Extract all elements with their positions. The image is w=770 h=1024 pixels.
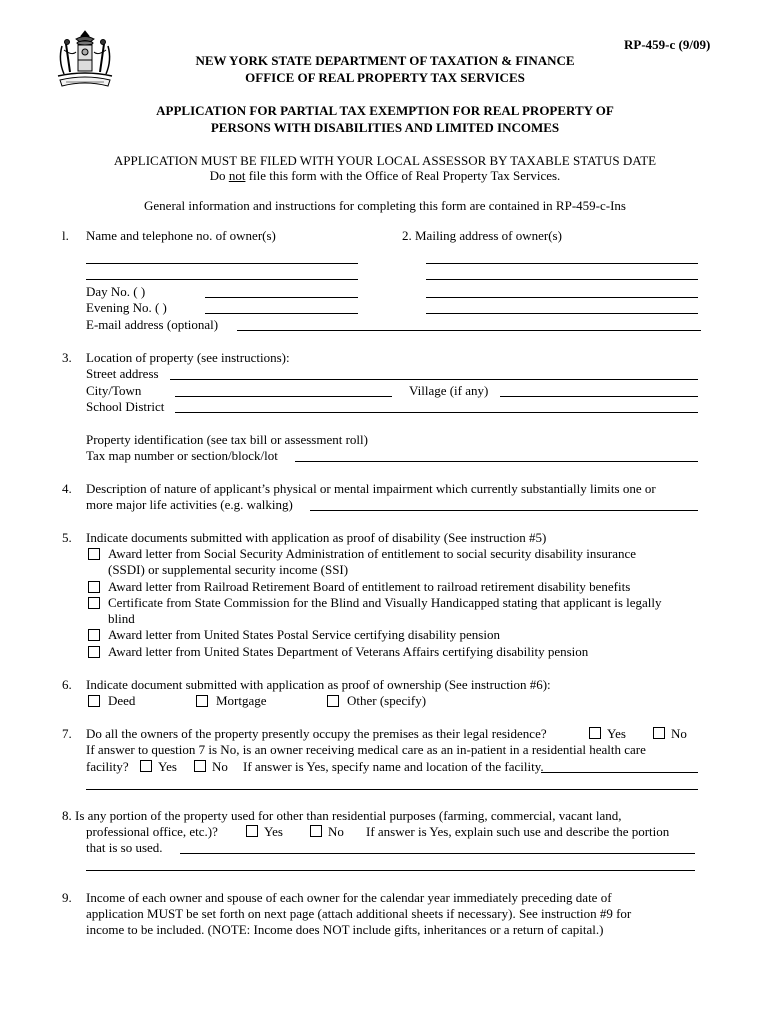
form-title-line1: APPLICATION FOR PARTIAL TAX EXEMPTION FOR REAL PROPERTY OF bbox=[156, 103, 614, 118]
q7-line2: If answer to question 7 is No, is an owner receiving medical care as an in-patient in a residential health care bbox=[86, 742, 646, 757]
evening-phone-label: Evening No. ( ) bbox=[86, 300, 167, 315]
facility-field-2[interactable] bbox=[86, 789, 698, 790]
blind-checkbox[interactable] bbox=[88, 597, 100, 609]
q5-label: Indicate documents submitted with application as proof of disability (See instruction #5) bbox=[86, 530, 547, 545]
filing-notice: APPLICATION MUST BE FILED WITH YOUR LOCAL ASSESSOR BY TAXABLE STATUS DATE bbox=[113, 153, 657, 168]
ssdi-option-line2: (SSDI) or supplemental security income (SSI) bbox=[108, 562, 349, 577]
village-label: Village (if any) bbox=[409, 383, 489, 398]
q8-yes-label: Yes bbox=[264, 824, 283, 839]
q8-line2-pre: professional office, etc.)? bbox=[86, 824, 218, 839]
q8-line2-post: If answer is Yes, explain such use and describe the portion bbox=[366, 824, 670, 839]
q8-no-label: No bbox=[328, 824, 344, 839]
postal-checkbox[interactable] bbox=[88, 629, 100, 641]
q7-yes-checkbox[interactable] bbox=[589, 727, 601, 739]
other-checkbox[interactable] bbox=[327, 695, 339, 707]
blind-option-line1: Certificate from State Commission for the Blind and Visually Handicapped stating that applicant is legally bbox=[108, 595, 662, 610]
day-phone-label: Day No. ( ) bbox=[86, 284, 146, 299]
q7-number: 7. bbox=[62, 726, 72, 741]
q9-line1: Income of each owner and spouse of each owner for the calendar year immediately preceding date of bbox=[86, 890, 612, 905]
q4-line2: more major life activities (e.g. walking) bbox=[86, 497, 293, 512]
veterans-option: Award letter from United States Department of Veterans Affairs certifying disability pension bbox=[108, 644, 589, 659]
school-district-label: School District bbox=[86, 399, 165, 414]
facility-field-1[interactable] bbox=[541, 772, 698, 773]
mailing-address-field-2[interactable] bbox=[426, 279, 698, 280]
village-field[interactable] bbox=[500, 396, 698, 397]
office-name: OFFICE OF REAL PROPERTY TAX SERVICES bbox=[245, 70, 525, 85]
q7-no-label: No bbox=[671, 726, 687, 741]
q7-line3-pre: facility? bbox=[86, 759, 129, 774]
q4-number: 4. bbox=[62, 481, 72, 496]
q6-number: 6. bbox=[62, 677, 72, 692]
portion-use-field-2[interactable] bbox=[86, 870, 695, 871]
q8-yes-checkbox[interactable] bbox=[246, 825, 258, 837]
railroad-checkbox[interactable] bbox=[88, 581, 100, 593]
q3-label: Location of property (see instructions): bbox=[86, 350, 290, 365]
q7b-no-label: No bbox=[212, 759, 228, 774]
mortgage-checkbox[interactable] bbox=[196, 695, 208, 707]
q7b-no-checkbox[interactable] bbox=[194, 760, 206, 772]
mailing-address-field-1[interactable] bbox=[426, 263, 698, 264]
q8-no-checkbox[interactable] bbox=[310, 825, 322, 837]
street-address-field[interactable] bbox=[170, 379, 698, 380]
q2-label: 2. Mailing address of owner(s) bbox=[402, 228, 562, 243]
form-title-line2: PERSONS WITH DISABILITIES AND LIMITED INCOMES bbox=[210, 120, 560, 135]
mortgage-label: Mortgage bbox=[216, 693, 267, 708]
evening-phone-field[interactable] bbox=[205, 313, 358, 314]
ssdi-option-line1: Award letter from Social Security Administration of entitlement to social security disability insurance bbox=[108, 546, 637, 561]
q8-line1: 8. Is any portion of the property used for other than residential purposes (farming, commercial, vacant land, bbox=[62, 808, 622, 823]
notice-not: not bbox=[228, 168, 246, 183]
q8-line3: that is so used. bbox=[86, 840, 163, 855]
email-label: E-mail address (optional) bbox=[86, 317, 219, 332]
impairment-description-field[interactable] bbox=[310, 510, 698, 511]
owner-name-field[interactable] bbox=[86, 263, 358, 264]
q5-number: 5. bbox=[62, 530, 72, 545]
q7-line3-post: If answer is Yes, specify name and location of the facility. bbox=[243, 759, 544, 774]
street-address-label: Street address bbox=[86, 366, 159, 381]
q9-number: 9. bbox=[62, 890, 72, 905]
deed-label: Deed bbox=[108, 693, 136, 708]
q9-line3: income to be included. (NOTE: Income does NOT include gifts, inheritances or a return of capital.) bbox=[86, 922, 604, 937]
q7b-yes-checkbox[interactable] bbox=[140, 760, 152, 772]
q7-line1: Do all the owners of the property presently occupy the premises as their legal residence? bbox=[86, 726, 547, 741]
general-info: General information and instructions for completing this form are contained in RP-459-c-Ins bbox=[144, 198, 626, 213]
school-district-field[interactable] bbox=[175, 412, 698, 413]
deed-checkbox[interactable] bbox=[88, 695, 100, 707]
q7b-yes-label: Yes bbox=[158, 759, 177, 774]
q1-label: Name and telephone no. of owner(s) bbox=[86, 228, 276, 243]
portion-use-field-1[interactable] bbox=[180, 853, 695, 854]
blind-option-line2: blind bbox=[108, 611, 135, 626]
mailing-address-field-3[interactable] bbox=[426, 297, 698, 298]
day-phone-field[interactable] bbox=[205, 297, 358, 298]
q9-line2: application MUST be set forth on next page (attach additional sheets if necessary). See instruction #9 for bbox=[86, 906, 632, 921]
postal-option: Award letter from United States Postal Service certifying disability pension bbox=[108, 627, 500, 642]
other-label: Other (specify) bbox=[347, 693, 427, 708]
q6-label: Indicate document submitted with application as proof of ownership (See instruction #6): bbox=[86, 677, 551, 692]
q3-number: 3. bbox=[62, 350, 72, 365]
veterans-checkbox[interactable] bbox=[88, 646, 100, 658]
email-field[interactable] bbox=[237, 330, 701, 331]
q7-no-checkbox[interactable] bbox=[653, 727, 665, 739]
form-code: RP-459-c (9/09) bbox=[624, 37, 711, 52]
owner-name-field-2[interactable] bbox=[86, 279, 358, 280]
property-id-label: Property identification (see tax bill or assessment roll) bbox=[86, 432, 368, 447]
q1-number: l. bbox=[62, 228, 69, 243]
department-name: NEW YORK STATE DEPARTMENT OF TAXATION & FINANCE bbox=[195, 53, 575, 68]
tax-map-label: Tax map number or section/block/lot bbox=[86, 448, 278, 463]
mailing-address-field-4[interactable] bbox=[426, 313, 698, 314]
q7-yes-label: Yes bbox=[607, 726, 626, 741]
city-town-field[interactable] bbox=[175, 396, 392, 397]
ssdi-checkbox[interactable] bbox=[88, 548, 100, 560]
q4-line1: Description of nature of applicant’s physical or mental impairment which currently substantially limits one or bbox=[86, 481, 656, 496]
filing-notice-2 bbox=[0, 168, 770, 184]
city-town-label: City/Town bbox=[86, 383, 142, 398]
notice-post: file this form with the Office of Real Property Tax Services. bbox=[245, 168, 561, 183]
tax-map-field[interactable] bbox=[295, 461, 698, 462]
notice-pre: Do bbox=[209, 168, 229, 183]
railroad-option: Award letter from Railroad Retirement Board of entitlement to railroad retirement disability benefits bbox=[108, 579, 631, 594]
